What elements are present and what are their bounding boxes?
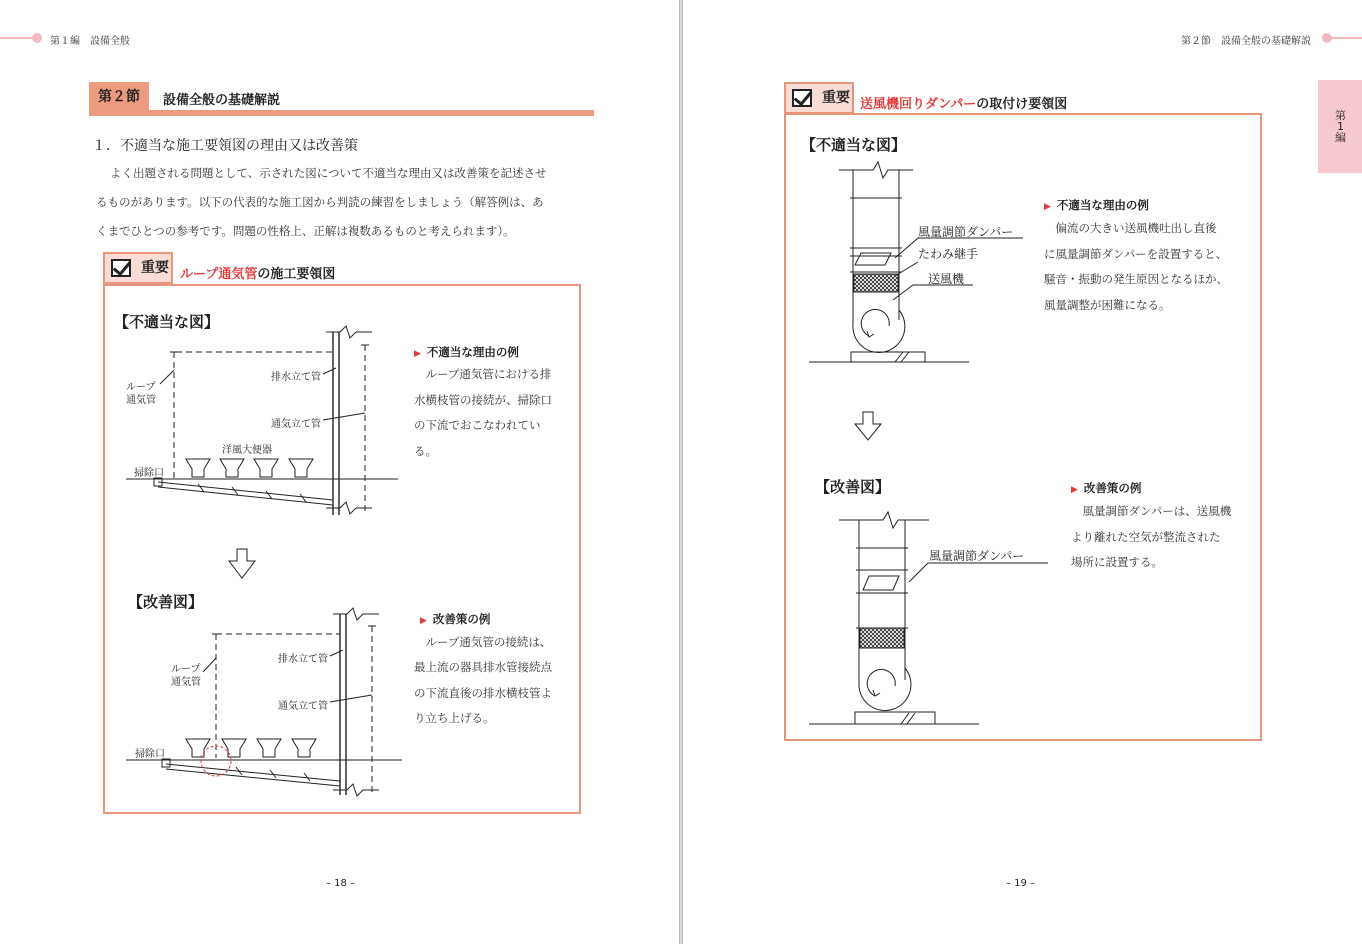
running-header: 第２節 設備全般の基礎解説 — [1181, 36, 1311, 47]
label-cleanout-good: 掃除口 — [135, 749, 165, 760]
reason-line-4: る。 — [414, 444, 437, 458]
fan-damper-good-diagram — [683, 0, 1362, 944]
label-flex-joint: たわみ継手 — [918, 247, 979, 261]
right-page — [682, 0, 1362, 944]
fix-line-1: 風量調節ダンパーは、送風機 — [1071, 504, 1232, 518]
fix-heading: ▶ 改善策の例 — [420, 612, 491, 626]
reason-heading: ▶ 不適当な理由の例 — [414, 345, 519, 359]
triangle-bullet-icon: ▶ — [1044, 202, 1051, 212]
label-damper-good: 風量調節ダンパー — [929, 549, 1025, 563]
topic-heading: １．不適当な施工要領図の理由又は改善策 — [92, 138, 358, 154]
page-number: – 18 – — [326, 878, 356, 889]
triangle-bullet-icon: ▶ — [1071, 485, 1078, 495]
reason-line-3: 騒音・振動の発生原因となるほか、 — [1044, 272, 1228, 286]
highlight-circle — [201, 746, 231, 776]
bad-figure-heading: 【不適当な図】 — [114, 313, 220, 331]
triangle-bullet-icon: ▶ — [420, 616, 427, 626]
fix-line-3: 場所に設置する。 — [1071, 555, 1163, 569]
box-title-highlight: ループ通気管 — [180, 267, 258, 282]
good-figure-heading: 【改善図】 — [815, 478, 891, 496]
section-title: 設備全般の基礎解説 — [163, 93, 281, 108]
label-loop-vent: ループ 通気管 — [126, 382, 156, 406]
label-toilets: 洋風大便器 — [222, 445, 272, 456]
running-header: 第１編 設備全般 — [50, 36, 130, 47]
label-vent-stack-good: 通気立て管 — [278, 701, 328, 712]
label-drain-stack-good: 排水立て管 — [278, 654, 328, 665]
label-vent-stack: 通気立て管 — [271, 419, 321, 430]
label-drain-stack: 排水立て管 — [271, 372, 321, 383]
fix-line-1: ループ通気管の接続は、 — [414, 635, 552, 649]
good-figure-heading: 【改善図】 — [128, 593, 204, 611]
fix-line-3: の下流直後の排水横枝管よ — [414, 686, 552, 700]
reason-line-2: に風量調節ダンパーを設置すると、 — [1044, 247, 1228, 261]
label-loop-vent-good: ループ 通気管 — [171, 664, 201, 688]
reason-line-2: 水横枝管の接続が、掃除口 — [414, 393, 552, 407]
label-damper: 風量調節ダンパー — [918, 225, 1014, 239]
section-badge: 第２節 — [89, 82, 149, 112]
fix-line-2: 最上流の器具排水管接続点 — [414, 660, 552, 674]
intro-line-1: よく出題される問題として、示された図について不適当な理由又は改善策を記述させ — [110, 166, 547, 180]
reason-line-3: の下流でおこなわれてい — [414, 418, 541, 432]
fix-heading: ▶ 改善策の例 — [1071, 481, 1142, 495]
reason-line-4: 風量調整が困難になる。 — [1044, 298, 1171, 312]
important-label: 重要 — [141, 260, 169, 276]
chapter-side-tab: 第 1 編 — [1318, 80, 1362, 173]
box-title-highlight: 送風機回りダンパー — [860, 97, 977, 112]
reason-line-1: ループ通気管における排 — [414, 367, 552, 381]
intro-line-3: くまでひとつの参考です。問題の性格上、正解は複数あるものと考えられます）。 — [96, 224, 515, 238]
left-page — [0, 0, 680, 944]
important-label: 重要 — [822, 90, 850, 106]
intro-line-2: るものがあります。以下の代表的な施工図から判読の練習をしましょう（解答例は、あ — [96, 195, 544, 209]
triangle-bullet-icon: ▶ — [414, 349, 421, 359]
fix-line-2: より離れた空気が整流された — [1071, 530, 1221, 544]
label-fan: 送風機 — [928, 272, 965, 286]
box-title-rest: の施工要領図 — [257, 267, 336, 282]
page-number: – 19 – — [1006, 878, 1036, 889]
reason-line-1: 偏流の大きい送風機吐出し直後 — [1044, 221, 1217, 235]
label-cleanout: 掃除口 — [134, 468, 164, 479]
fix-line-4: り立ち上げる。 — [414, 711, 495, 725]
box-title-rest: の取付け要領図 — [976, 97, 1068, 112]
bad-figure-heading: 【不適当な図】 — [801, 136, 907, 154]
loop-vent-good-diagram — [0, 0, 680, 944]
reason-heading: ▶ 不適当な理由の例 — [1044, 198, 1149, 212]
